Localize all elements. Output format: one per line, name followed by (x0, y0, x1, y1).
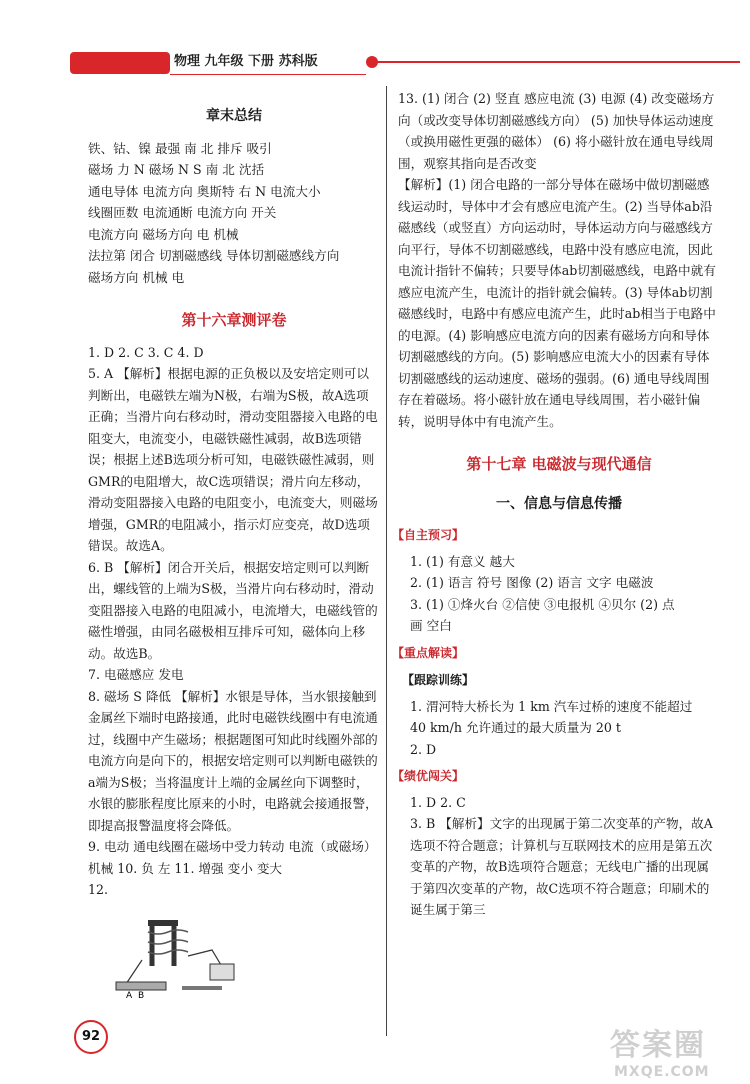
summary-line: 磁场方向 机械 电 (88, 269, 185, 285)
tracking-item: 1. 渭河特大桥长为 1 km 汽车过桥的速度不能超过 (410, 698, 693, 714)
summary-title: 章末总结 (206, 108, 262, 124)
chapter-title: 第十七章 电磁波与现代通信 (466, 455, 652, 473)
preview-item: 2. (1) 语言 符号 图像 (2) 语言 文字 电磁波 (410, 575, 654, 590)
answer-item: 机械 10. 负 左 11. 增强 变小 变大 (88, 860, 283, 876)
preview-list (398, 551, 720, 637)
u-magnet (152, 926, 174, 966)
column-divider (386, 86, 387, 1036)
label-b: B (138, 991, 145, 1000)
tracking-item: 2. D (410, 741, 437, 757)
tracking-list (398, 696, 720, 761)
summary-line: 电流方向 磁场方向 电 机械 (88, 226, 239, 242)
header-underline (170, 74, 366, 75)
answer-item: 6. B 【解析】闭合开关后，根据安培定则可以判断出，螺线管的上端为S极，当滑片向右移动时，滑动变阻器接入电路的电阻减小，电流增大，电磁线管的磁性增强，由同名磁极相互排斥可知，磁体向上移动。故选B。 (88, 559, 378, 661)
summary-line: 通电导体 电流方向 奥斯特 右 N 电流大小 (88, 183, 321, 199)
challenge-label: 【绩优闯关】 (392, 769, 465, 783)
watermark (610, 1020, 710, 1080)
right-column (392, 88, 720, 921)
answer-item: 9. 电动 通电线圈在磁场中受力转动 电流（或磁场） (88, 839, 377, 854)
challenge-item: 1. D 2. C (410, 794, 466, 810)
circuit-diagram (112, 910, 238, 1000)
page-number: 92 (74, 1020, 108, 1054)
answer-list (88, 342, 380, 901)
tracking-label: 【跟踪训练】 (402, 673, 475, 687)
preview-item: 1. (1) 有意义 越大 (410, 553, 515, 569)
header-rule (376, 61, 740, 63)
answer-item: 12. (88, 882, 109, 897)
q13-answer: 13. (1) 闭合 (2) 竖直 感应电流 (3) 电源 (4) 改变磁场方向（或改变导体切割磁感线方向） (5) 加快导体运动速度（或换用磁性更强的磁体） (6) 将小磁针放在通电导线周围，观察其指向是否改变 (398, 91, 715, 171)
preview-item: 画 空白 (410, 618, 452, 633)
summary-line: 铁、钴、镍 最强 南 北 排斥 吸引 (88, 140, 272, 156)
watermark-logo: 答案圈 (610, 1028, 706, 1063)
header-badge (70, 52, 170, 74)
battery (210, 964, 234, 980)
summary-line: 磁场 力 N 磁场 N S 南 北 沈括 (88, 162, 265, 177)
challenge-item: 3. B 【解析】文字的出现属于第二次变革的产物，故A选项不符合题意；计算机与互联网技术的应用是第五次变革的产物，故B选项符合题意；无线电广播的出现属于第四次变革的产物，故C选项不符合题意；印刷术的诞生属于第三 (410, 816, 713, 917)
q13-analysis: 【解析】(1) 闭合电路的一部分导体在磁场中做切割磁感线运动时，导体中才会有感应电流产生。(2) 当导体ab沿磁感线（或竖直）方向运动时，导体运动方向与磁感线方向平行，导体不切割磁感线，电路中没有感应电流，因此电流计指针不偏转；只要导体ab切割磁感线，电路中就有感应电流产生，电流计的指针就会偏转。(3) 导体ab切割磁感线时，电路中有感应电流产生，此时ab相当于电路中的电源。(4) 影响感应电流方向的因素有磁场方向和导体切割磁感线的方向。(5) 影响感应电流大小的因素有导体切割磁感线的运动速度、磁场的强弱。(6) 通电导线周围存在着磁场。将小磁针放在通电导线周围，若小磁针偏转，说明导体中有电流产生。 (398, 177, 716, 429)
self-preview-label: 【自主预习】 (392, 528, 465, 542)
answer-item: 5. A 【解析】根据电源的正负极以及安培定则可以判断出，电磁铁左端为N极，右端为S极，故A选项正确；当滑片向右移动时，滑动变阻器接入电路的电阻变大，电流变小，电磁铁磁性减弱，故B选项错误；根据上述B选项分析可知，电磁铁磁性减弱，则GMR的电阻增大，故C选项错误；滑片向左移动，滑动变阻器接入电路的电阻变小，电流变大，则磁场增强，GMR的电阻减小，指示灯应变亮，故D选项错误。故选A。 (88, 366, 378, 553)
key-points-label: 【重点解读】 (392, 645, 465, 660)
tracking-item: 40 km/h 允许通过的最大质量为 20 t (410, 720, 621, 735)
watermark-url: MXQE.COM (614, 1064, 710, 1080)
summary-list (88, 138, 380, 289)
magnet-bar (148, 920, 178, 926)
test-title: 第十六章测评卷 (181, 311, 287, 329)
answer-item: 1. D 2. C 3. C 4. D (88, 344, 204, 360)
rheostat (182, 986, 222, 990)
section-title: 一、信息与信息传播 (496, 495, 622, 512)
switch-base (116, 982, 166, 990)
summary-line: 线圈匝数 电流通断 电流方向 开关 (88, 205, 277, 220)
answer-item: 8. 磁场 S 降低 【解析】水银是导体，当水银接触到金属丝下端时电路接通，此时电磁铁线圈中有电流通过，线圈中产生磁场；根据题图可知此时线圈外部的电流方向是向下的，根据安培定则可以判断电磁铁的a端为S极；当将温度计上端的金属丝向下调整时，水银的膨胀程度比原来的小时，电路就会接通报警，即提高报警温度将会降低。 (88, 688, 378, 833)
page-header (70, 44, 740, 78)
left-column (88, 100, 380, 901)
answer-item: 7. 电磁感应 发电 (88, 667, 184, 682)
label-a: A (126, 991, 133, 1000)
preview-item: 3. (1) ①烽火台 ②信使 ③电报机 ④贝尔 (2) 点 (410, 596, 675, 612)
summary-line: 法拉第 闭合 切割磁感线 导体切割磁感线方向 (88, 248, 340, 263)
challenge-list (398, 792, 720, 921)
book-info: 物理 九年级 下册 苏科版 (174, 54, 318, 69)
